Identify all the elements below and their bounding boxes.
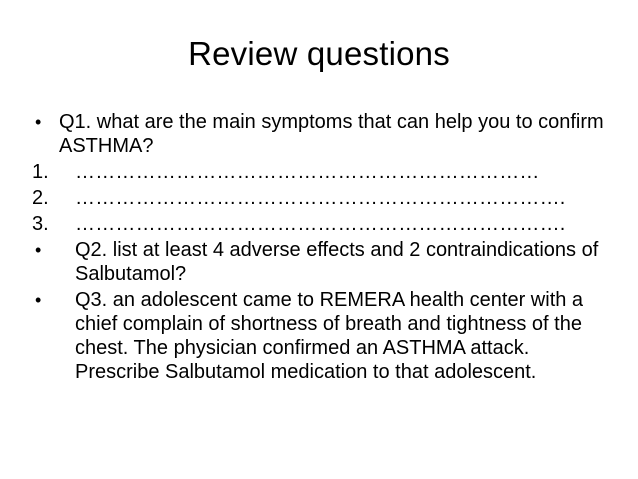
bullet-marker: • — [35, 290, 42, 310]
answer-line-1 — [32, 160, 612, 184]
number-marker: 2. — [32, 187, 49, 209]
question-text: Q2. list at least 4 adverse effects and 2 contraindications of Salbutamol? — [75, 239, 599, 285]
answer-placeholder: ………………………………………………………………. — [75, 213, 566, 235]
question-text: Q1. what are the main symptoms that can help you to confirm ASTHMA? — [59, 111, 604, 157]
bullet-marker: • — [35, 112, 42, 132]
question-q3 — [32, 288, 612, 384]
question-q1 — [32, 110, 612, 158]
question-text: Q3. an adolescent came to REMERA health center with a chief complain of shortness of breath and tightness of the chest. The physician confirmed an ASTHMA attack. Prescribe Salbutamol medication to that adolescent. — [75, 289, 584, 383]
answer-line-2 — [32, 186, 612, 210]
bullet-marker: • — [35, 240, 42, 260]
number-marker: 3. — [32, 213, 49, 235]
answer-line-3 — [32, 212, 612, 236]
question-list — [32, 110, 612, 386]
answer-placeholder: ………………………………………………………………. — [75, 187, 566, 209]
slide-title: Review questions — [188, 35, 450, 72]
answer-placeholder: …………………………………………………………… — [75, 161, 540, 183]
question-q2 — [32, 238, 612, 286]
number-marker: 1. — [32, 161, 49, 183]
